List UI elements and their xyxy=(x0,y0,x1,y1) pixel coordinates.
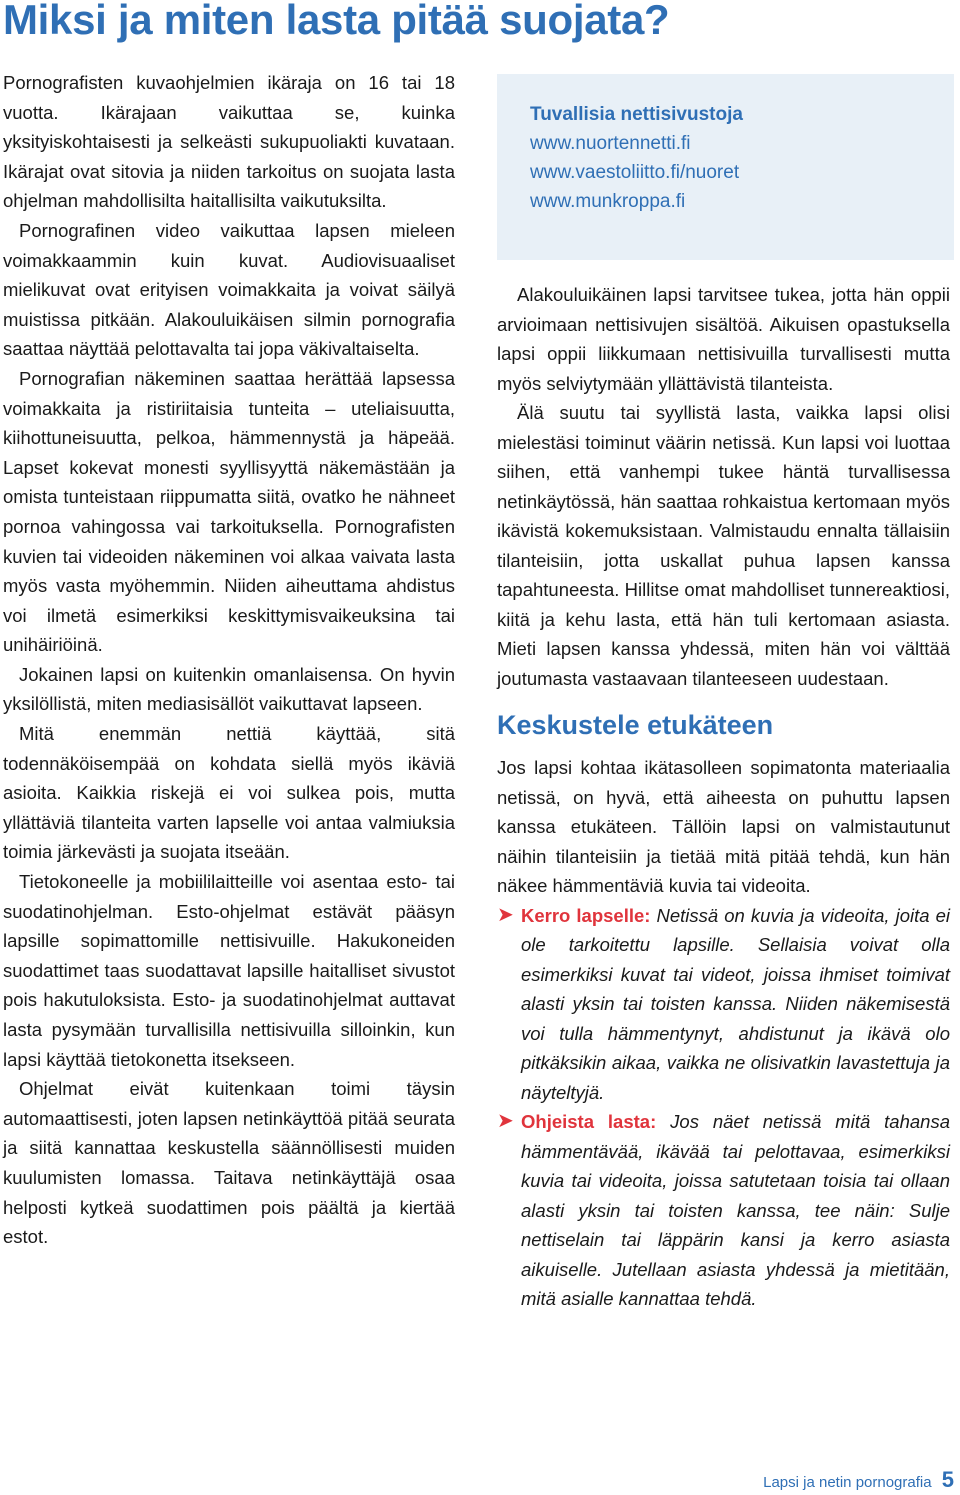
paragraph: Ohjelmat eivät kuitenkaan toimi täysin automaattisesti, joten lapsen netinkäyttöä pitää seurata ja siitä kannattaa keskustella säännöllisesti muiden kuulumisten lomassa. Taitava netinkäyttäjä osaa helposti kytkeä suodattimen pois päältä ja kiertää estot. xyxy=(3,1078,455,1248)
link-nuortennetti[interactable]: www.nuortennetti.fi xyxy=(530,133,691,154)
arrow-icon: ➤ xyxy=(497,1110,514,1132)
paragraph: Pornografinen video vaikuttaa lapsen mieleen voimakkaammin kuin kuvat. Audiovisuaaliset mielikuvat ovat erityisen voimakkaita ja voivat säilyä muistissa pitkään. Alakouluikäisen silmin pornografia saattaa näyttää pelottavalta tai jopa väkivaltaiselta. xyxy=(3,219,455,360)
paragraph: Mitä enemmän nettiä käyttää, sitä todennäköisempää on kohdata siellä myös ikäviä asioita. Kaikkia riskejä ei voi sulkea pois, mutta yllättäviä tilanteita varten lapselle voi antaa valmiuksia toimia järkevästi ja suojata itseään. xyxy=(3,723,455,863)
page-footer xyxy=(763,1467,954,1493)
link-munkroppa[interactable]: www.munkroppa.fi xyxy=(530,191,686,212)
arrow-icon: ➤ xyxy=(497,903,514,926)
safe-sites-box xyxy=(497,74,954,260)
bullet-text: Jos näet netissä mitä tahansa hämmentävää, ikävää tai pelottavaa, esimerkiksi kuvia tai videoita, joissa satutetaan toisia tai ollaan alasti yksin tai toisten kanssa, tee näin: Sulje nettiselain tai läppärin kansi ja kerro asiasta aikuiselle. Jutellaan asiasta yhdessä ja mietitään, mitä asialle kannattaa tehdä. xyxy=(521,1111,950,1309)
page-number: 5 xyxy=(941,1467,954,1492)
paragraph: Tietokoneelle ja mobiililaitteille voi asentaa esto- tai suodatinohjelman. Esto-ohjelmat estävät pääsyn lapsille sopimattomille nettisivuille. Hakukoneiden suodattimet taas suodattavat lapsille haitalliset sivustot pois hakutuloksista. Esto- ja suodatinohjelmat auttavat lasta pysymään turvallisilla nettisivuilla silloinkin, kun lapsi käyttää tietokonetta itsekseen. xyxy=(3,871,455,1070)
left-column xyxy=(3,68,455,1252)
bullet-text: Netissä on kuvia ja videoita, joita ei ole tarkoitettu lapsille. Sellaisia voivat olla esimerkiksi kuvat tai videot, joissa ihmiset toimivat alasti yksin tai toisten kanssa. Niiden näkemisestä voi tulla hämmentynyt, ahdistunut ja ikävä olo pitkäksikin aikaa, vaikka ne olisivatkin lavastettuja ja näyteltyjä. xyxy=(521,904,950,1103)
footer-text: Lapsi ja netin pornografia xyxy=(763,1474,932,1491)
paragraph: Älä suutu tai syyllistä lasta, vaikka lapsi olisi mielestäsi toiminut väärin netissä. Kun lapsi voi luottaa siihen, että vanhempi tukee häntä turvallisessa netinkäytössä, hän saattaa rohkaistua kertomaan myös ikävistä kokemuksistaan. Valmistaudu ennalta tällaisiin tilanteisiin, jotta uskallat puhua lapsen kanssa tapahtuneesta. Hillitse omat mahdolliset tunnereaktiosi, kiitä ja kehu lasta, että hän tuli kertomaan asiasta. Mieti lapsen kanssa yhdessä, miten hän voi välttää joutumasta vastaavaan tilanteeseen uudestaan. xyxy=(497,402,950,689)
section-heading: Keskustele etukäteen xyxy=(497,710,774,740)
bullet-item xyxy=(497,1107,950,1314)
paragraph: Pornografian näkeminen saattaa herättää lapsessa voimakkaita ja ristiriitaisia tunteita – uteliaisuutta, kiihottuneisuutta, pelkoa, hämmennystä ja häpeää. Lapset kokevat monesti syyllisyyttä näkemästään ja omista tunteistaan riippumatta siitä, ovatko he nähneet pornoa vahingossa vai tarkoituksella. Pornografisten kuvien tai videoiden näkeminen voi alkaa vaivata lasta myös vasta myöhemmin. Niiden aiheuttama ahdistus voi ilmetä esimerkiksi keskittymisvaikeuksina tai unihäiriöinä. xyxy=(3,367,455,656)
page-title: Miksi ja miten lasta pitää suojata? xyxy=(3,0,670,43)
section-intro: Jos lapsi kohtaa ikätasolleen sopimatonta materiaalia netissä, on hyvä, että aiheesta on puhuttu lapsen kanssa etukäteen. Tällöin lapsi on valmistautunut näihin tilanteisiin ja tietää mitä pitää tehdä, kun hän näkee hämmentäviä kuvia tai videoita. xyxy=(497,757,950,896)
paragraph: Jokainen lapsi on kuitenkin omanlaisensa. On hyvin yksilöllistä, miten mediasisällöt vaikuttavat lapseen. xyxy=(3,663,455,715)
bullet-label: Ohjeista lasta: xyxy=(521,1111,671,1132)
safe-sites-heading: Tuvallisia nettisivustoja xyxy=(530,104,743,125)
bullet-item xyxy=(497,901,950,1108)
bullet-label: Kerro lapselle: xyxy=(521,904,657,926)
link-vaestoliitto[interactable]: www.vaestoliitto.fi/nuoret xyxy=(530,162,740,183)
paragraph: Alakouluikäinen lapsi tarvitsee tukea, jotta hän oppii arvioimaan nettisivujen sisältöä. Aikuisen opastuksella lapsi oppii liikkumaan nettisivuilla turvallisesti mutta myös selviytymään yllättävistä tilanteista. xyxy=(497,284,950,394)
right-column xyxy=(497,280,950,1314)
paragraph: Pornografisten kuvaohjelmien ikäraja on 16 tai 18 vuotta. Ikärajaan vaikuttaa se, kuinka yksityiskohtaisesti ja selkeästi sukupuoliakti kuvataan. Ikärajat ovat sitovia ja niiden tarkoitus on suojata lasta ohjelman mahdollisilta haitallisilta vaikutuksilta. xyxy=(3,72,455,212)
